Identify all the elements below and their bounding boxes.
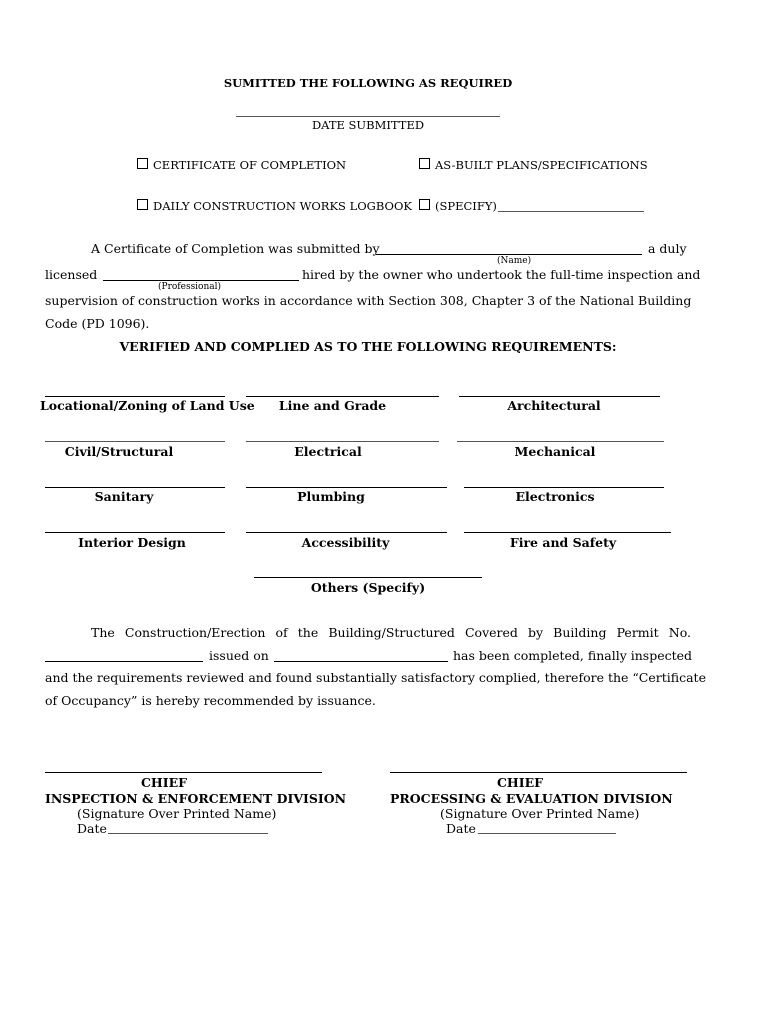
checkbox-specify[interactable]: (SPECIFY) [419, 199, 497, 213]
signature-line-plumbing[interactable] [246, 487, 447, 488]
signature-line-others[interactable] [254, 577, 482, 578]
chief-processing-signature-line[interactable] [390, 772, 687, 773]
checkbox-daily-logbook[interactable]: DAILY CONSTRUCTION WORKS LOGBOOK [137, 199, 412, 213]
date-submitted-line[interactable] [236, 116, 500, 117]
checkbox-icon[interactable] [137, 158, 148, 169]
label-line-and-grade: Line and Grade [278, 398, 387, 413]
label-mechanical: Mechanical [514, 444, 596, 459]
chief-left-title: CHIEF [140, 775, 187, 790]
construction-text-line3: and the requirements reviewed and found substantially satisfactory complied, therefore the “Certificate [45, 670, 706, 685]
checkbox-certificate-of-completion[interactable]: CERTIFICATE OF COMPLETION [137, 158, 346, 172]
label-civil-structural: Civil/Structural [64, 444, 174, 459]
date-label-left: Date [77, 821, 107, 836]
signature-line-mechanical[interactable] [457, 441, 664, 442]
requirements-heading: VERIFIED AND COMPLIED AS TO THE FOLLOWING REQUIREMENTS: [119, 339, 617, 354]
certificate-text-part1: A Certificate of Completion was submitted by [91, 241, 380, 256]
label-architectural: Architectural [507, 398, 601, 413]
licensed-label: licensed [45, 267, 98, 282]
certificate-text-line3: supervision of construction works in accordance with Section 308, Chapter 3 of the National Building [45, 293, 692, 308]
date-line-right[interactable] [478, 833, 616, 834]
date-label-right: Date [446, 821, 476, 836]
date-submitted-label: DATE SUBMITTED [311, 118, 425, 132]
label-interior-design: Interior Design [78, 535, 186, 550]
label-fire-and-safety: Fire and Safety [509, 535, 617, 550]
form-title: SUMITTED THE FOLLOWING AS REQUIRED [223, 76, 513, 90]
processing-division-label: PROCESSING & EVALUATION DIVISION [390, 791, 673, 806]
chief-inspection-signature-line[interactable] [45, 772, 322, 773]
signature-line-line-grade[interactable] [246, 396, 439, 397]
construction-text-completed: has been completed, finally inspected [453, 648, 693, 663]
certificate-text-part3: hired by the owner who undertook the full-time inspection and [302, 267, 701, 282]
chief-right-title: CHIEF [496, 775, 543, 790]
signature-caption-left: (Signature Over Printed Name) [77, 806, 277, 821]
signature-line-fire-safety[interactable] [464, 532, 671, 533]
signature-line-sanitary[interactable] [45, 487, 225, 488]
label-sanitary: Sanitary [94, 489, 154, 504]
name-caption: (Name) [497, 256, 532, 266]
signature-line-architectural[interactable] [459, 396, 660, 397]
signature-line-accessibility[interactable] [246, 532, 447, 533]
label-locational-zoning: Locational/Zoning of Land Use [40, 398, 255, 413]
date-line-left[interactable] [108, 833, 268, 834]
issued-on-label: issued on [209, 648, 269, 663]
signature-line-civil[interactable] [45, 441, 225, 442]
label-others-specify: Others (Specify) [310, 580, 426, 595]
checkbox-as-built-plans[interactable]: AS-BUILT PLANS/SPECIFICATIONS [419, 158, 648, 172]
construction-text-line1: The Construction/Erection of the Building/Structured Covered by Building Permit No. [91, 625, 691, 640]
checkbox-icon[interactable] [137, 199, 148, 210]
checkbox-icon[interactable] [419, 158, 430, 169]
label-plumbing: Plumbing [297, 489, 365, 504]
label-accessibility: Accessibility [301, 535, 390, 550]
name-line[interactable] [376, 254, 642, 255]
signature-line-electrical[interactable] [246, 441, 439, 442]
issued-date-line[interactable] [274, 661, 448, 662]
specify-line[interactable] [498, 211, 644, 212]
signature-line-electronics[interactable] [464, 487, 664, 488]
certificate-text-line4: Code (PD 1096). [45, 316, 150, 331]
professional-caption: (Professional) [158, 282, 222, 292]
construction-text-line4: of Occupancy” is hereby recommended by issuance. [45, 693, 376, 708]
professional-line[interactable] [103, 280, 299, 281]
inspection-division-label: INSPECTION & ENFORCEMENT DIVISION [45, 791, 347, 806]
signature-line-locational[interactable] [45, 396, 225, 397]
signature-caption-right: (Signature Over Printed Name) [440, 806, 640, 821]
signature-line-interior[interactable] [45, 532, 225, 533]
permit-number-line[interactable] [45, 661, 203, 662]
certificate-text-part2: a duly [648, 241, 687, 256]
label-electronics: Electronics [515, 489, 595, 504]
label-electrical: Electrical [294, 444, 362, 459]
checkbox-icon[interactable] [419, 199, 430, 210]
